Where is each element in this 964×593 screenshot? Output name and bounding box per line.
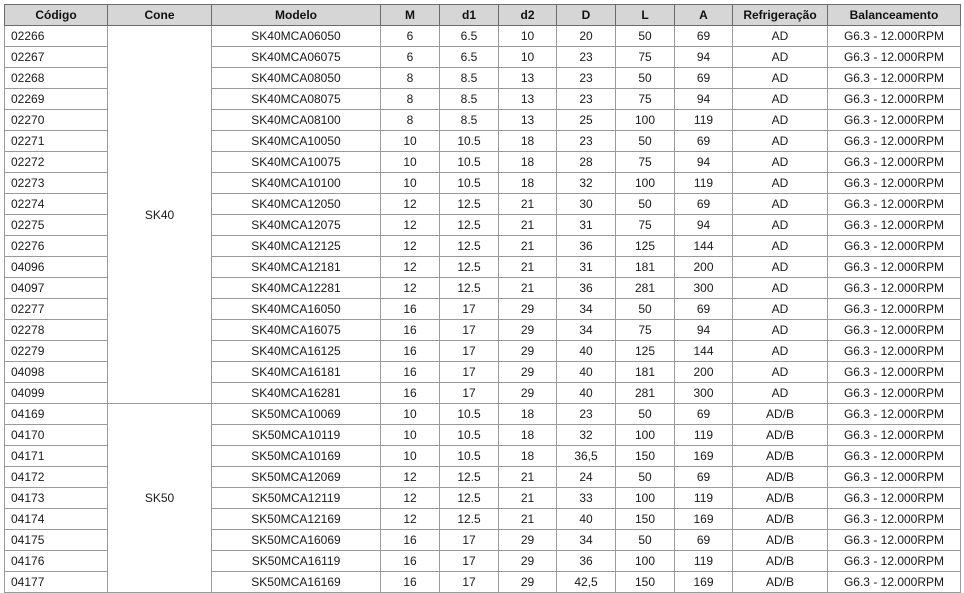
d1-cell: 12.5 xyxy=(440,509,499,530)
d1-cell: 10.5 xyxy=(440,425,499,446)
a-cell: 119 xyxy=(675,488,733,509)
m-cell: 16 xyxy=(381,530,440,551)
d2-cell: 21 xyxy=(499,467,557,488)
refrigeracao-cell: AD/B xyxy=(733,509,828,530)
d2-cell: 29 xyxy=(499,572,557,593)
refrigeracao-cell: AD/B xyxy=(733,467,828,488)
a-cell: 69 xyxy=(675,467,733,488)
balanceamento-cell: G6.3 - 12.000RPM xyxy=(828,446,961,467)
d1-cell: 12.5 xyxy=(440,215,499,236)
l-cell: 50 xyxy=(616,467,675,488)
d-cell: 25 xyxy=(557,110,616,131)
d1-cell: 10.5 xyxy=(440,446,499,467)
l-cell: 125 xyxy=(616,341,675,362)
a-cell: 119 xyxy=(675,551,733,572)
m-cell: 12 xyxy=(381,215,440,236)
refrigeracao-cell: AD xyxy=(733,383,828,404)
codigo-cell: 02278 xyxy=(5,320,108,341)
d1-cell: 17 xyxy=(440,551,499,572)
modelo-cell: SK50MCA16069 xyxy=(212,530,381,551)
m-cell: 12 xyxy=(381,488,440,509)
refrigeracao-cell: AD xyxy=(733,47,828,68)
refrigeracao-cell: AD/B xyxy=(733,404,828,425)
modelo-cell: SK40MCA16075 xyxy=(212,320,381,341)
d-cell: 20 xyxy=(557,26,616,47)
column-header: Refrigeração xyxy=(733,5,828,26)
d-cell: 36,5 xyxy=(557,446,616,467)
d-cell: 40 xyxy=(557,362,616,383)
column-header: D xyxy=(557,5,616,26)
codigo-cell: 02272 xyxy=(5,152,108,173)
d-cell: 40 xyxy=(557,383,616,404)
codigo-cell: 02270 xyxy=(5,110,108,131)
spec-table xyxy=(4,4,961,593)
d2-cell: 18 xyxy=(499,446,557,467)
a-cell: 144 xyxy=(675,341,733,362)
l-cell: 100 xyxy=(616,173,675,194)
d-cell: 31 xyxy=(557,257,616,278)
d-cell: 23 xyxy=(557,47,616,68)
d2-cell: 13 xyxy=(499,68,557,89)
d2-cell: 21 xyxy=(499,509,557,530)
d-cell: 32 xyxy=(557,173,616,194)
refrigeracao-cell: AD xyxy=(733,257,828,278)
a-cell: 69 xyxy=(675,530,733,551)
m-cell: 16 xyxy=(381,341,440,362)
d-cell: 34 xyxy=(557,320,616,341)
d-cell: 36 xyxy=(557,551,616,572)
modelo-cell: SK50MCA12169 xyxy=(212,509,381,530)
balanceamento-cell: G6.3 - 12.000RPM xyxy=(828,89,961,110)
d-cell: 34 xyxy=(557,299,616,320)
d2-cell: 21 xyxy=(499,257,557,278)
balanceamento-cell: G6.3 - 12.000RPM xyxy=(828,404,961,425)
refrigeracao-cell: AD xyxy=(733,131,828,152)
modelo-cell: SK40MCA16281 xyxy=(212,383,381,404)
modelo-cell: SK40MCA06050 xyxy=(212,26,381,47)
header-row xyxy=(5,5,961,26)
d2-cell: 21 xyxy=(499,236,557,257)
d1-cell: 12.5 xyxy=(440,194,499,215)
refrigeracao-cell: AD xyxy=(733,299,828,320)
m-cell: 12 xyxy=(381,257,440,278)
l-cell: 281 xyxy=(616,278,675,299)
l-cell: 75 xyxy=(616,89,675,110)
d2-cell: 18 xyxy=(499,173,557,194)
codigo-cell: 04098 xyxy=(5,362,108,383)
d1-cell: 17 xyxy=(440,299,499,320)
modelo-cell: SK40MCA06075 xyxy=(212,47,381,68)
balanceamento-cell: G6.3 - 12.000RPM xyxy=(828,299,961,320)
m-cell: 10 xyxy=(381,446,440,467)
codigo-cell: 04173 xyxy=(5,488,108,509)
refrigeracao-cell: AD xyxy=(733,341,828,362)
codigo-cell: 04174 xyxy=(5,509,108,530)
a-cell: 169 xyxy=(675,509,733,530)
m-cell: 16 xyxy=(381,320,440,341)
modelo-cell: SK40MCA10050 xyxy=(212,131,381,152)
l-cell: 281 xyxy=(616,383,675,404)
a-cell: 94 xyxy=(675,320,733,341)
d2-cell: 13 xyxy=(499,89,557,110)
balanceamento-cell: G6.3 - 12.000RPM xyxy=(828,47,961,68)
d-cell: 23 xyxy=(557,89,616,110)
refrigeracao-cell: AD xyxy=(733,110,828,131)
d1-cell: 17 xyxy=(440,530,499,551)
d1-cell: 12.5 xyxy=(440,467,499,488)
modelo-cell: SK50MCA16119 xyxy=(212,551,381,572)
a-cell: 119 xyxy=(675,425,733,446)
a-cell: 300 xyxy=(675,383,733,404)
d1-cell: 12.5 xyxy=(440,278,499,299)
d2-cell: 29 xyxy=(499,530,557,551)
d-cell: 24 xyxy=(557,467,616,488)
codigo-cell: 02268 xyxy=(5,68,108,89)
d1-cell: 6.5 xyxy=(440,47,499,68)
refrigeracao-cell: AD xyxy=(733,215,828,236)
d2-cell: 21 xyxy=(499,215,557,236)
codigo-cell: 02267 xyxy=(5,47,108,68)
d2-cell: 29 xyxy=(499,362,557,383)
l-cell: 50 xyxy=(616,26,675,47)
codigo-cell: 02275 xyxy=(5,215,108,236)
balanceamento-cell: G6.3 - 12.000RPM xyxy=(828,341,961,362)
balanceamento-cell: G6.3 - 12.000RPM xyxy=(828,278,961,299)
modelo-cell: SK40MCA12125 xyxy=(212,236,381,257)
modelo-cell: SK40MCA16050 xyxy=(212,299,381,320)
modelo-cell: SK40MCA12075 xyxy=(212,215,381,236)
m-cell: 12 xyxy=(381,509,440,530)
d2-cell: 18 xyxy=(499,425,557,446)
l-cell: 181 xyxy=(616,362,675,383)
d1-cell: 8.5 xyxy=(440,89,499,110)
balanceamento-cell: G6.3 - 12.000RPM xyxy=(828,68,961,89)
d-cell: 32 xyxy=(557,425,616,446)
m-cell: 6 xyxy=(381,47,440,68)
d1-cell: 17 xyxy=(440,341,499,362)
a-cell: 200 xyxy=(675,257,733,278)
balanceamento-cell: G6.3 - 12.000RPM xyxy=(828,215,961,236)
m-cell: 10 xyxy=(381,152,440,173)
d2-cell: 18 xyxy=(499,131,557,152)
a-cell: 69 xyxy=(675,404,733,425)
codigo-cell: 04096 xyxy=(5,257,108,278)
balanceamento-cell: G6.3 - 12.000RPM xyxy=(828,194,961,215)
d1-cell: 17 xyxy=(440,383,499,404)
l-cell: 75 xyxy=(616,152,675,173)
d-cell: 40 xyxy=(557,341,616,362)
modelo-cell: SK50MCA10119 xyxy=(212,425,381,446)
d2-cell: 29 xyxy=(499,341,557,362)
balanceamento-cell: G6.3 - 12.000RPM xyxy=(828,551,961,572)
l-cell: 100 xyxy=(616,425,675,446)
modelo-cell: SK40MCA10075 xyxy=(212,152,381,173)
m-cell: 12 xyxy=(381,278,440,299)
modelo-cell: SK50MCA10169 xyxy=(212,446,381,467)
d-cell: 23 xyxy=(557,404,616,425)
a-cell: 169 xyxy=(675,446,733,467)
refrigeracao-cell: AD xyxy=(733,26,828,47)
codigo-cell: 04099 xyxy=(5,383,108,404)
d1-cell: 12.5 xyxy=(440,488,499,509)
balanceamento-cell: G6.3 - 12.000RPM xyxy=(828,236,961,257)
m-cell: 6 xyxy=(381,26,440,47)
codigo-cell: 04169 xyxy=(5,404,108,425)
d-cell: 40 xyxy=(557,509,616,530)
d1-cell: 8.5 xyxy=(440,110,499,131)
balanceamento-cell: G6.3 - 12.000RPM xyxy=(828,425,961,446)
balanceamento-cell: G6.3 - 12.000RPM xyxy=(828,131,961,152)
d1-cell: 17 xyxy=(440,362,499,383)
d1-cell: 17 xyxy=(440,572,499,593)
m-cell: 8 xyxy=(381,68,440,89)
modelo-cell: SK40MCA08075 xyxy=(212,89,381,110)
codigo-cell: 02274 xyxy=(5,194,108,215)
column-header: d1 xyxy=(440,5,499,26)
refrigeracao-cell: AD xyxy=(733,236,828,257)
balanceamento-cell: G6.3 - 12.000RPM xyxy=(828,26,961,47)
a-cell: 300 xyxy=(675,278,733,299)
d2-cell: 29 xyxy=(499,551,557,572)
d-cell: 31 xyxy=(557,215,616,236)
refrigeracao-cell: AD/B xyxy=(733,446,828,467)
a-cell: 119 xyxy=(675,110,733,131)
l-cell: 75 xyxy=(616,47,675,68)
codigo-cell: 04170 xyxy=(5,425,108,446)
balanceamento-cell: G6.3 - 12.000RPM xyxy=(828,383,961,404)
balanceamento-cell: G6.3 - 12.000RPM xyxy=(828,509,961,530)
l-cell: 50 xyxy=(616,194,675,215)
d-cell: 23 xyxy=(557,131,616,152)
a-cell: 69 xyxy=(675,299,733,320)
l-cell: 100 xyxy=(616,488,675,509)
l-cell: 181 xyxy=(616,257,675,278)
d1-cell: 10.5 xyxy=(440,173,499,194)
d2-cell: 29 xyxy=(499,383,557,404)
balanceamento-cell: G6.3 - 12.000RPM xyxy=(828,572,961,593)
m-cell: 16 xyxy=(381,362,440,383)
l-cell: 150 xyxy=(616,572,675,593)
refrigeracao-cell: AD/B xyxy=(733,551,828,572)
column-header: Balanceamento xyxy=(828,5,961,26)
codigo-cell: 04177 xyxy=(5,572,108,593)
refrigeracao-cell: AD xyxy=(733,194,828,215)
refrigeracao-cell: AD/B xyxy=(733,488,828,509)
column-header: Cone xyxy=(108,5,212,26)
modelo-cell: SK40MCA12181 xyxy=(212,257,381,278)
codigo-cell: 04176 xyxy=(5,551,108,572)
codigo-cell: 04171 xyxy=(5,446,108,467)
l-cell: 75 xyxy=(616,320,675,341)
column-header: Código xyxy=(5,5,108,26)
refrigeracao-cell: AD xyxy=(733,278,828,299)
balanceamento-cell: G6.3 - 12.000RPM xyxy=(828,362,961,383)
modelo-cell: SK50MCA12119 xyxy=(212,488,381,509)
m-cell: 8 xyxy=(381,110,440,131)
m-cell: 12 xyxy=(381,467,440,488)
m-cell: 10 xyxy=(381,131,440,152)
refrigeracao-cell: AD/B xyxy=(733,572,828,593)
modelo-cell: SK50MCA10069 xyxy=(212,404,381,425)
refrigeracao-cell: AD xyxy=(733,362,828,383)
modelo-cell: SK40MCA12050 xyxy=(212,194,381,215)
a-cell: 119 xyxy=(675,173,733,194)
table-row xyxy=(5,404,961,425)
m-cell: 8 xyxy=(381,89,440,110)
l-cell: 100 xyxy=(616,551,675,572)
d1-cell: 12.5 xyxy=(440,257,499,278)
d2-cell: 10 xyxy=(499,47,557,68)
balanceamento-cell: G6.3 - 12.000RPM xyxy=(828,467,961,488)
m-cell: 10 xyxy=(381,425,440,446)
refrigeracao-cell: AD xyxy=(733,320,828,341)
d2-cell: 10 xyxy=(499,26,557,47)
modelo-cell: SK50MCA16169 xyxy=(212,572,381,593)
refrigeracao-cell: AD xyxy=(733,173,828,194)
column-header: M xyxy=(381,5,440,26)
balanceamento-cell: G6.3 - 12.000RPM xyxy=(828,110,961,131)
table-body xyxy=(5,26,961,593)
m-cell: 12 xyxy=(381,194,440,215)
d2-cell: 18 xyxy=(499,152,557,173)
column-header: d2 xyxy=(499,5,557,26)
d1-cell: 10.5 xyxy=(440,152,499,173)
refrigeracao-cell: AD xyxy=(733,68,828,89)
d-cell: 36 xyxy=(557,236,616,257)
spec-table-container xyxy=(4,4,961,593)
d-cell: 34 xyxy=(557,530,616,551)
l-cell: 150 xyxy=(616,446,675,467)
d-cell: 36 xyxy=(557,278,616,299)
m-cell: 16 xyxy=(381,572,440,593)
d2-cell: 21 xyxy=(499,194,557,215)
l-cell: 50 xyxy=(616,404,675,425)
codigo-cell: 02276 xyxy=(5,236,108,257)
modelo-cell: SK50MCA12069 xyxy=(212,467,381,488)
codigo-cell: 02266 xyxy=(5,26,108,47)
a-cell: 144 xyxy=(675,236,733,257)
codigo-cell: 02273 xyxy=(5,173,108,194)
d1-cell: 8.5 xyxy=(440,68,499,89)
a-cell: 69 xyxy=(675,194,733,215)
l-cell: 125 xyxy=(616,236,675,257)
l-cell: 75 xyxy=(616,215,675,236)
balanceamento-cell: G6.3 - 12.000RPM xyxy=(828,152,961,173)
refrigeracao-cell: AD xyxy=(733,152,828,173)
d-cell: 28 xyxy=(557,152,616,173)
m-cell: 16 xyxy=(381,383,440,404)
d-cell: 33 xyxy=(557,488,616,509)
a-cell: 94 xyxy=(675,152,733,173)
refrigeracao-cell: AD/B xyxy=(733,425,828,446)
a-cell: 69 xyxy=(675,68,733,89)
l-cell: 150 xyxy=(616,509,675,530)
a-cell: 94 xyxy=(675,89,733,110)
d2-cell: 21 xyxy=(499,278,557,299)
a-cell: 69 xyxy=(675,131,733,152)
balanceamento-cell: G6.3 - 12.000RPM xyxy=(828,173,961,194)
a-cell: 94 xyxy=(675,215,733,236)
modelo-cell: SK40MCA16125 xyxy=(212,341,381,362)
l-cell: 50 xyxy=(616,530,675,551)
codigo-cell: 02277 xyxy=(5,299,108,320)
d1-cell: 17 xyxy=(440,320,499,341)
a-cell: 169 xyxy=(675,572,733,593)
balanceamento-cell: G6.3 - 12.000RPM xyxy=(828,530,961,551)
d-cell: 42,5 xyxy=(557,572,616,593)
table-row xyxy=(5,26,961,47)
modelo-cell: SK40MCA08100 xyxy=(212,110,381,131)
d1-cell: 6.5 xyxy=(440,26,499,47)
d1-cell: 10.5 xyxy=(440,131,499,152)
balanceamento-cell: G6.3 - 12.000RPM xyxy=(828,320,961,341)
column-header: A xyxy=(675,5,733,26)
a-cell: 94 xyxy=(675,47,733,68)
m-cell: 16 xyxy=(381,551,440,572)
balanceamento-cell: G6.3 - 12.000RPM xyxy=(828,488,961,509)
column-header: Modelo xyxy=(212,5,381,26)
modelo-cell: SK40MCA12281 xyxy=(212,278,381,299)
balanceamento-cell: G6.3 - 12.000RPM xyxy=(828,257,961,278)
d2-cell: 29 xyxy=(499,299,557,320)
refrigeracao-cell: AD/B xyxy=(733,530,828,551)
d2-cell: 18 xyxy=(499,404,557,425)
d-cell: 23 xyxy=(557,68,616,89)
cone-cell: SK40 xyxy=(108,26,212,404)
modelo-cell: SK40MCA16181 xyxy=(212,362,381,383)
refrigeracao-cell: AD xyxy=(733,89,828,110)
codigo-cell: 04172 xyxy=(5,467,108,488)
d-cell: 30 xyxy=(557,194,616,215)
l-cell: 50 xyxy=(616,131,675,152)
m-cell: 10 xyxy=(381,173,440,194)
l-cell: 50 xyxy=(616,299,675,320)
d1-cell: 12.5 xyxy=(440,236,499,257)
codigo-cell: 04175 xyxy=(5,530,108,551)
m-cell: 10 xyxy=(381,404,440,425)
a-cell: 200 xyxy=(675,362,733,383)
d1-cell: 10.5 xyxy=(440,404,499,425)
m-cell: 12 xyxy=(381,236,440,257)
d2-cell: 21 xyxy=(499,488,557,509)
column-header: L xyxy=(616,5,675,26)
d2-cell: 29 xyxy=(499,320,557,341)
l-cell: 100 xyxy=(616,110,675,131)
cone-cell: SK50 xyxy=(108,404,212,593)
modelo-cell: SK40MCA08050 xyxy=(212,68,381,89)
d2-cell: 13 xyxy=(499,110,557,131)
m-cell: 16 xyxy=(381,299,440,320)
modelo-cell: SK40MCA10100 xyxy=(212,173,381,194)
codigo-cell: 04097 xyxy=(5,278,108,299)
codigo-cell: 02271 xyxy=(5,131,108,152)
codigo-cell: 02269 xyxy=(5,89,108,110)
codigo-cell: 02279 xyxy=(5,341,108,362)
a-cell: 69 xyxy=(675,26,733,47)
l-cell: 50 xyxy=(616,68,675,89)
